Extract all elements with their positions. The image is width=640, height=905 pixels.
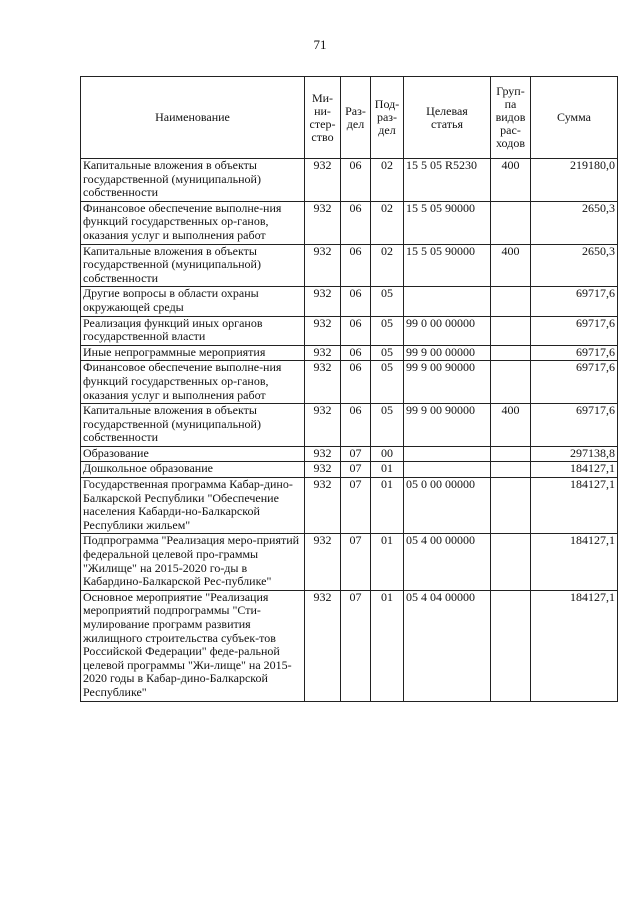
table-row [81,287,618,316]
cell-section: 07 [341,590,371,701]
table-row [81,201,618,244]
header-subsection: Под- раз- дел [371,77,404,159]
cell-amount: 184127,1 [531,534,618,590]
cell-subsection: 05 [371,316,404,345]
cell-subsection: 01 [371,462,404,478]
cell-target: 15 5 05 90000 [404,244,491,287]
table-row [81,534,618,590]
cell-section: 06 [341,404,371,447]
cell-expense-group [491,345,531,361]
cell-name: Подпрограмма "Реализация меро-приятий федеральной целевой про-граммы "Жилище" на 2015-2020 го-ды в Кабардино-Балкарской Рес-публике" [81,534,305,590]
header-target: Целевая статья [404,77,491,159]
cell-target: 99 9 00 00000 [404,345,491,361]
cell-expense-group [491,446,531,462]
cell-expense-group [491,287,531,316]
cell-name: Финансовое обеспечение выполне-ния функций государственных ор-ганов, оказания услуг и выполнения работ [81,361,305,404]
cell-target: 99 9 00 90000 [404,404,491,447]
cell-target [404,287,491,316]
cell-subsection: 05 [371,404,404,447]
cell-target: 15 5 05 90000 [404,201,491,244]
cell-name: Основное мероприятие "Реализация мероприятий подпрограммы "Сти-мулирование программ развития жилищного строительства субъек-тов Российской Федерации" феде-ральной целевой программы "Жи-лище" на 2015-2020 годы в Кабар-дино-Балкарской Республике" [81,590,305,701]
cell-ministry: 932 [305,590,341,701]
cell-amount: 69717,6 [531,287,618,316]
cell-name: Капитальные вложения в объекты государственной (муниципальной) собственности [81,244,305,287]
cell-expense-group [491,361,531,404]
cell-section: 06 [341,287,371,316]
header-ministry: Ми- ни- стер- ство [305,77,341,159]
cell-target [404,446,491,462]
cell-ministry: 932 [305,446,341,462]
cell-ministry: 932 [305,462,341,478]
cell-expense-group [491,534,531,590]
cell-name: Образование [81,446,305,462]
table-body [81,159,618,702]
table-row [81,361,618,404]
cell-name: Капитальные вложения в объекты государственной (муниципальной) собственности [81,404,305,447]
cell-amount: 69717,6 [531,345,618,361]
table-row [81,316,618,345]
cell-target: 15 5 05 R5230 [404,159,491,202]
table-row [81,244,618,287]
cell-amount: 2650,3 [531,201,618,244]
cell-ministry: 932 [305,478,341,534]
cell-section: 07 [341,478,371,534]
cell-subsection: 05 [371,287,404,316]
cell-expense-group [491,590,531,701]
cell-name: Дошкольное образование [81,462,305,478]
cell-name: Финансовое обеспечение выполне-ния функций государственных ор-ганов, оказания услуг и выполнения работ [81,201,305,244]
cell-name: Другие вопросы в области охраны окружающей среды [81,287,305,316]
cell-section: 07 [341,534,371,590]
header-name: Наименование [81,77,305,159]
header-amount: Сумма [531,77,618,159]
cell-subsection: 02 [371,201,404,244]
header-section: Раз- дел [341,77,371,159]
cell-section: 07 [341,446,371,462]
cell-subsection: 05 [371,345,404,361]
cell-amount: 69717,6 [531,316,618,345]
cell-expense-group [491,462,531,478]
cell-target: 05 4 04 00000 [404,590,491,701]
cell-name: Реализация функций иных органов государственной власти [81,316,305,345]
cell-expense-group: 400 [491,159,531,202]
cell-amount: 69717,6 [531,404,618,447]
cell-name: Иные непрограммные мероприятия [81,345,305,361]
cell-ministry: 932 [305,287,341,316]
cell-ministry: 932 [305,345,341,361]
cell-section: 06 [341,361,371,404]
cell-amount: 184127,1 [531,462,618,478]
cell-subsection: 02 [371,244,404,287]
cell-ministry: 932 [305,534,341,590]
table-row [81,462,618,478]
cell-section: 06 [341,159,371,202]
cell-expense-group: 400 [491,244,531,287]
cell-subsection: 01 [371,590,404,701]
cell-section: 07 [341,462,371,478]
cell-target: 05 4 00 00000 [404,534,491,590]
cell-target: 05 0 00 00000 [404,478,491,534]
table-row [81,404,618,447]
cell-amount: 184127,1 [531,478,618,534]
table-row [81,345,618,361]
cell-ministry: 932 [305,361,341,404]
cell-expense-group [491,316,531,345]
cell-target: 99 9 00 90000 [404,361,491,404]
cell-subsection: 01 [371,478,404,534]
cell-subsection: 05 [371,361,404,404]
cell-amount: 219180,0 [531,159,618,202]
cell-section: 06 [341,316,371,345]
table-row [81,590,618,701]
header-expense-group: Груп- па видов рас- ходов [491,77,531,159]
page-number: 71 [313,37,327,52]
cell-name: Капитальные вложения в объекты государственной (муниципальной) собственности [81,159,305,202]
cell-section: 06 [341,345,371,361]
cell-amount: 184127,1 [531,590,618,701]
cell-expense-group [491,478,531,534]
cell-ministry: 932 [305,316,341,345]
cell-section: 06 [341,201,371,244]
cell-target [404,462,491,478]
cell-ministry: 932 [305,201,341,244]
table-row [81,159,618,202]
cell-subsection: 02 [371,159,404,202]
table-header-row [81,77,618,159]
cell-section: 06 [341,244,371,287]
cell-amount: 2650,3 [531,244,618,287]
cell-ministry: 932 [305,159,341,202]
budget-table [80,76,618,702]
cell-subsection: 00 [371,446,404,462]
cell-amount: 69717,6 [531,361,618,404]
cell-subsection: 01 [371,534,404,590]
cell-expense-group: 400 [491,404,531,447]
cell-ministry: 932 [305,244,341,287]
cell-amount: 297138,8 [531,446,618,462]
table-row [81,478,618,534]
cell-expense-group [491,201,531,244]
cell-name: Государственная программа Кабар-дино-Балкарской Республики "Обеспечение населения Кабарди-но-Балкарской Республики жильем" [81,478,305,534]
cell-ministry: 932 [305,404,341,447]
cell-target: 99 0 00 00000 [404,316,491,345]
table-row [81,446,618,462]
